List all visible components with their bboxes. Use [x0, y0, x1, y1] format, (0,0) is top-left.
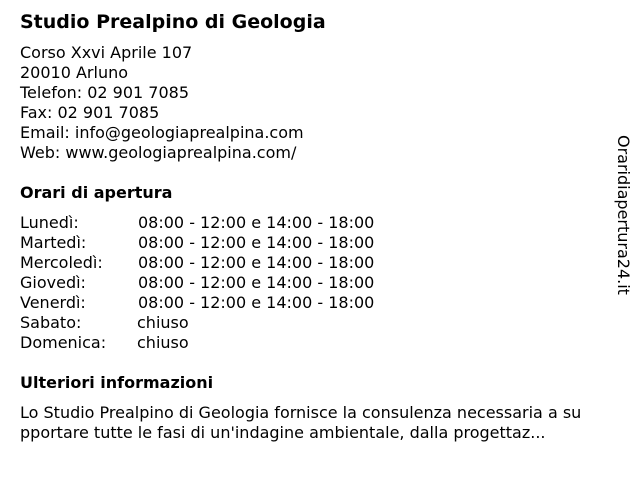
fax-number: Fax: 02 901 7085	[20, 103, 160, 122]
site-brand-watermark: Oraridiapertura24.it	[614, 135, 633, 295]
time-range: 08:00 - 12:00 e 14:00 - 18:00	[138, 233, 375, 252]
hours-row-saturday	[20, 313, 440, 333]
business-description	[20, 403, 630, 443]
address-city: 20010 Arluno	[20, 63, 129, 82]
day-label: Domenica:	[20, 333, 107, 352]
time-range: 08:00 - 12:00 e 14:00 - 18:00	[138, 253, 375, 272]
day-label: Martedì:	[20, 233, 87, 252]
hours-row-sunday	[20, 333, 440, 353]
hours-row-wednesday	[20, 253, 440, 273]
description-line: Lo Studio Prealpino di Geologia fornisce la consulenza necessaria a su	[20, 403, 582, 422]
contact-block	[20, 43, 304, 163]
hours-row-friday	[20, 293, 440, 313]
day-label: Mercoledì:	[20, 253, 103, 272]
opening-hours-heading: Orari di apertura	[20, 183, 173, 202]
description-line: pportare tutte le fasi di un'indagine ambientale, dalla progettaz...	[20, 423, 546, 442]
time-range: 08:00 - 12:00 e 14:00 - 18:00	[138, 273, 375, 292]
day-label: Venerdì:	[20, 293, 86, 312]
day-label: Giovedì:	[20, 273, 86, 292]
closed-label: chiuso	[137, 313, 189, 332]
closed-label: chiuso	[137, 333, 189, 352]
address-street: Corso Xxvi Aprile 107	[20, 43, 193, 62]
phone-number: Telefon: 02 901 7085	[20, 83, 190, 102]
more-info-heading: Ulteriori informazioni	[20, 373, 214, 392]
hours-row-tuesday	[20, 233, 440, 253]
hours-row-thursday	[20, 273, 440, 293]
website-url: Web: www.geologiaprealpina.com/	[20, 143, 297, 162]
time-range: 08:00 - 12:00 e 14:00 - 18:00	[138, 213, 375, 232]
email-address: Email: info@geologiaprealpina.com	[20, 123, 304, 142]
hours-row-monday	[20, 213, 440, 233]
business-name: Studio Prealpino di Geologia	[20, 11, 326, 33]
day-label: Sabato:	[20, 313, 82, 332]
opening-hours-table	[20, 213, 440, 353]
day-label: Lunedì:	[20, 213, 79, 232]
time-range: 08:00 - 12:00 e 14:00 - 18:00	[138, 293, 375, 312]
